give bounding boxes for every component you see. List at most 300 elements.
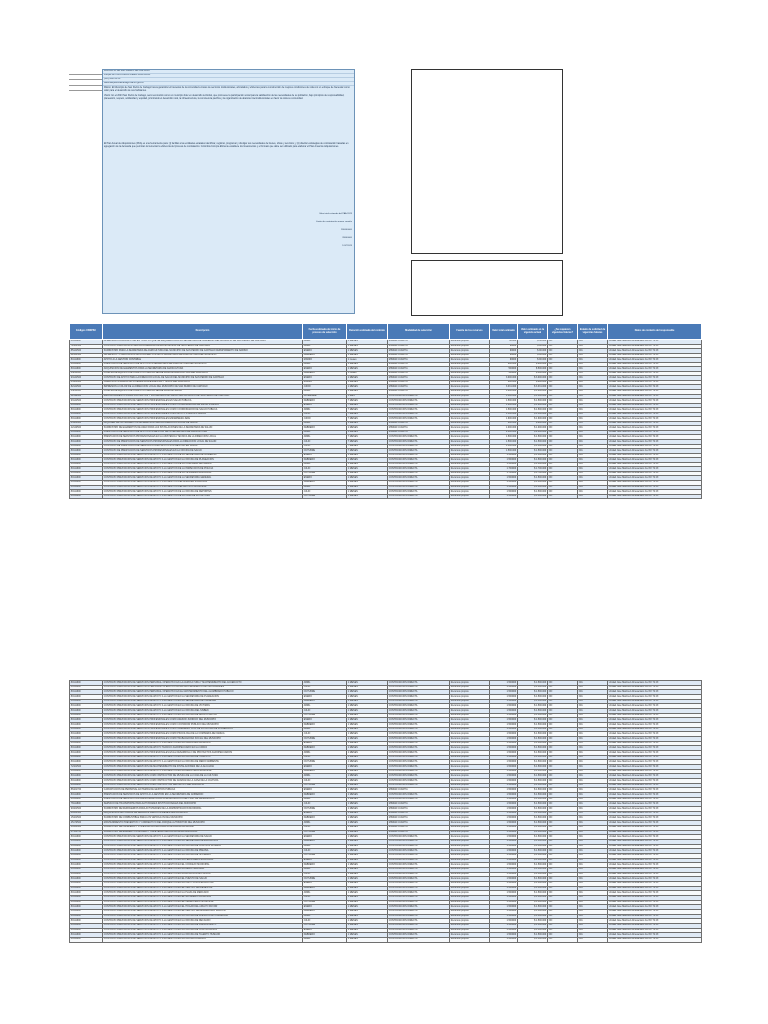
table-cell: NO [548,928,578,933]
table-cell: N/A [578,681,608,686]
table-cell: OCTUBRE [303,494,347,499]
table-cell: OCTUBRE [303,737,347,742]
table-cell: CONTRATO PRESTACION DE SERVICIOS DE APOYO A LA GESTION EN LA SECRETARIA DE EDUCACION [103,839,303,844]
table-cell: 1.500000 [490,905,518,910]
table-cell: 1.500000 [490,881,518,886]
table-cell: 1.500000 [490,490,518,495]
table-cell: 80111600 [70,435,103,440]
table-cell: CONTRATO PRESTACION DE SERVICIOS DE APOYO TECNICO AGROPECUARIO EN LA UMATA [103,746,303,751]
table-cell: 1 MESES [347,746,388,751]
table-cell: CONTRATO PRESTACION DE SERVICIOS DE APOYO A LA GESTION DE LA INSPECCION DE POLICIA [103,467,303,472]
table-cell: $ 1.500.000 [518,765,548,770]
table-cell: $ 1.500.000 [518,863,548,868]
table-cell: $ 600.000 [518,421,548,426]
table-cell: NO [548,358,578,363]
table-cell: 1 MESES [347,886,388,891]
table-cell: Unidad Jose Martinez Almeseriano Cel 3X 72 2X [608,877,702,882]
table-cell: 80111600 [70,476,103,481]
table-cell: 80111600 [70,444,103,449]
table-cell: Unidad Jose Martinez Almeseriano Cel 3X 72 2X [608,485,702,490]
table-cell: NO [548,390,578,395]
table-cell: NO [548,793,578,798]
table-cell: N/A [578,732,608,737]
table-cell: 90000 [490,358,518,363]
table-cell: Unidad Jose Martinez Almeseriano Cel 3X 72 2X [608,737,702,742]
table-cell: Recursos propios [450,340,490,345]
table-cell: N/A [578,769,608,774]
table-cell: FEBRERO [303,816,347,821]
table-cell: CONTRATACION DIRECTA [388,458,450,463]
table-cell: Unidad Jose Martinez Almeseriano Cel 3X 72 2X [608,471,702,476]
table-cell: NO [548,709,578,714]
table-cell: 86101700 [70,788,103,793]
table-cell: N/A [578,933,608,938]
table-cell: Unidad Jose Martinez Almeseriano Cel 3X 72 2X [608,426,702,431]
table-cell: N/A [578,699,608,704]
table-cell: Recursos propios [450,811,490,816]
table-cell: Recursos propios [450,403,490,408]
table-cell: $ 3.000.000 [518,376,548,381]
table-cell: N/A [578,458,608,463]
vision-text: Visión: En el 2023 San Pedro de Cartago, será reconocido como un municipio líder en desarrollo territorial, que promueve la participación social para la satisfacción de las necesidades de su población, bajo principios de responsabilidad, planeación, respeto, solidaridad y equidad, priorizando el desarrollo rural, la infraestructura, la convivencia pacífica y la organización de alianzas interinstitucionales en favor de toda su comunidad. [104,95,345,101]
table-cell: Recursos propios [450,476,490,481]
table-cell: $ 90.000 [518,349,548,354]
table-cell: CONTRATACION DIRECTA [388,835,450,840]
table-cell: NO [548,821,578,826]
table-cell: NO [548,919,578,924]
table-cell: FEBRERO [303,933,347,938]
table-cell: NO [548,839,578,844]
table-cell: NO [548,362,578,367]
table-cell: Recursos propios [450,385,490,390]
table-cell: 1 MESES [347,727,388,732]
table-cell: CONTRATACION DIRECTA [388,872,450,877]
table-cell: N/A [578,928,608,933]
table-cell: JULIO [303,709,347,714]
table-cell: 1.000.000 [490,426,518,431]
table-cell: CONTRATACION DIRECTA [388,923,450,928]
table-cell: CONTRATO PRESTACION DE SERVICIOS PERSONAL OPERATIVO EN EL MANTENIMIENTO DEL ALUMBRADO PUBLICO [103,690,303,695]
table-cell: 30.000 [490,340,518,345]
table-cell: Unidad Jose Martinez Almeseriano Cel 3X 72 2X [608,919,702,924]
table-cell: 1.500000 [490,867,518,872]
table-cell: CONTRATACION DIRECTA [388,839,450,844]
table-cell: CONTRATO PRESTACION DE SERVICIOS DE APOYO A LA GESTION EN EL MATADERO MUNICIPAL [103,895,303,900]
table-cell: COMPRA DE EQUIPOS DE COMPUTO PARA LA SECRETARIA DE SALUD [103,390,303,395]
table-cell: $ 3.331.000 [518,385,548,390]
table-cell: 1 MESES [347,807,388,812]
table-cell: Recursos propios [450,816,490,821]
table-cell: Unidad Jose Martinez Almeseriano Cel 3X 72 2X [608,821,702,826]
table-cell: 80111600 [70,867,103,872]
table-cell: $ 1.500.000 [518,858,548,863]
table-cell: 7 MESES [347,408,388,413]
table-cell: N/A [578,858,608,863]
table-cell: Unidad Jose Martinez Almeseriano Cel 3X 72 2X [608,403,702,408]
table-cell: 1.500000 [490,895,518,900]
table-cell: 1.500000 [490,494,518,499]
table-cell: MINIMA CUANTIA [388,821,450,826]
table-cell: N/A [578,872,608,877]
table-cell: 80111600 [70,755,103,760]
table-cell: OCTUBRE [303,713,347,718]
table-cell: Unidad Jose Martinez Almeseriano Cel 3X 72 2X [608,704,702,709]
spacer [103,150,354,210]
table-cell: 80111600 [70,858,103,863]
table-cell: NO [548,444,578,449]
table-cell: 1 MESES [347,811,388,816]
table-cell: CONTRATO PRESTACION DE SERVICIOS DE APOYO A LA GESTION EN LA OFICINA DE SISTEMAS [103,853,303,858]
table-cell: SUMINISTRO DE ELEMENTOS DE ASEO Y CAFETERIA PARA LA ALCALDIA MUNICIPAL [103,830,303,835]
table-cell: 44121600 [70,825,103,830]
table-cell: CONTRATO PRESTACION DE SERVICIOS DE APOYO A LA GESTION DE LA CASA DE LA CULTURA [103,494,303,499]
table-cell: Unidad Jose Martinez Almeseriano Cel 3X 72 2X [608,839,702,844]
table-cell: 1 MESES [347,919,388,924]
table-cell: Unidad Jose Martinez Almeseriano Cel 3X 72 2X [608,713,702,718]
table-cell: ENERO [303,453,347,458]
table-cell: 84111600 [70,358,103,363]
info-label-cell [69,86,102,92]
table-cell: NO [548,408,578,413]
table-cell: OCTUBRE [303,471,347,476]
table-cell: NO [548,690,578,695]
table-cell: 1 MESES [347,426,388,431]
table-cell: 90000 [490,344,518,349]
table-cell: $ 1.500.000 [518,709,548,714]
table-cell: 1.500000 [490,681,518,686]
table-cell: N/A [578,825,608,830]
table-cell: N/A [578,367,608,372]
table-cell: 1.700000 [490,471,518,476]
table-cell: NO [548,844,578,849]
table-cell: NO [548,881,578,886]
table-cell: 80111600 [70,746,103,751]
table-cell: $ 1.500.000 [518,732,548,737]
column-header: ¿Se requieren vigencias futuras? [548,324,578,340]
table-cell: 85101600 [70,380,103,385]
table-cell: MINIMA CUANTIA [388,825,450,830]
table-cell: 1.500000 [490,933,518,938]
table-cell: Unidad Jose Martinez Almeseriano Cel 3X 72 2X [608,732,702,737]
table-cell: Unidad Jose Martinez Almeseriano Cel 3X 72 2X [608,807,702,812]
table-cell: 1.500000 [490,863,518,868]
table-cell: $ 1.500.000 [518,928,548,933]
table-cell: Unidad Jose Martinez Almeseriano Cel 3X 72 2X [608,779,702,784]
table-cell: CONTRATO PRESTACION DE SERVICIOS DE APOYO A LA GESTION EN LA UMATA DEL MUNICIPIO [103,741,303,746]
table-cell: SUMINISTRO DE COMBUSTIBLE PARA LOS VEHICULOS DEL MUNICIPIO [103,816,303,821]
table-cell: 80111600 [70,690,103,695]
table-cell: N/A [578,867,608,872]
table-cell: CONTRATO DE APOYO PARA LA DIRECCION LOCAL DE SALUD DEL MUNICIPIO DE SAN PEDRO DE CARTAGO [103,376,303,381]
table-cell: 7 MESES [347,449,388,454]
table-cell: 85121500 [70,349,103,354]
table-cell: $ 1.500.000 [518,886,548,891]
table-cell: 1.500.000 [490,408,518,413]
table-cell: N/A [578,727,608,732]
table-cell: $ 1.500.000 [518,849,548,854]
table-cell: ABRIL [303,485,347,490]
table-cell: 1 MESES [347,914,388,919]
table-cell: 1 MESES [347,704,388,709]
table-cell: N/A [578,797,608,802]
table-cell: Unidad Jose Martinez Almeseriano Cel 3X 72 2X [608,444,702,449]
table-cell: CONTRATO PRESTACION DE SERVICIOS DE APOYO A LA GESTION EN LA SECRETARIA DE PLANEACION [103,695,303,700]
table-cell: Unidad Jose Martinez Almeseriano Cel 3X 72 2X [608,340,702,345]
table-cell: Unidad Jose Martinez Almeseriano Cel 3X 72 2X [608,746,702,751]
table-cell: CONTRATACION DIRECTA [388,690,450,695]
summary-value: 1/07/2023 [342,245,352,248]
info-labels-column [69,69,102,314]
table-cell: Unidad Jose Martinez Almeseriano Cel 3X 72 2X [608,760,702,765]
table-cell: N/A [578,723,608,728]
table-cell: CONTRATACION DIRECTA [388,704,450,709]
table-cell: JULIO [303,802,347,807]
table-cell: 80111600 [70,872,103,877]
table-cell: 1.500000 [490,485,518,490]
table-cell: OCTUBRE [303,690,347,695]
table-cell: 80111600 [70,783,103,788]
table-cell: 1 MESES [347,774,388,779]
table-cell: MINIMA CUANTIA [388,340,450,345]
table-cell: 1 MESES [347,816,388,821]
table-cell: 80111600 [70,462,103,467]
table-cell: $ 1.500.000 [518,685,548,690]
table-cell: $ 1.500.000 [518,900,548,905]
table-cell: Recursos propios [450,727,490,732]
table-cell: NO [548,695,578,700]
table-cell: ENERO [303,741,347,746]
info-line: Parque de CONCORDIA Palacio MUNICIPAL [103,74,354,78]
table-cell: Recursos propios [450,426,490,431]
table-cell: JULIO [303,825,347,830]
table-cell: CONTRATACION DIRECTA [388,751,450,756]
table-cell: CONTRATO PRESTACION DE SERVICIOS COMO INSTRUCTOR DE MUSICA DE LA CASA DE LA CULTURA [103,774,303,779]
table-cell: ALQUILER DE INSTRUMENTOS DE MEDICION PARA LA DIRECCION LOCAL DE SALUD [103,421,303,426]
table-cell: Recursos propios [450,709,490,714]
table-cell: 1 MESES [347,681,388,686]
table-cell: 1.500000 [490,765,518,770]
table-cell: 1 MESES [347,462,388,467]
table-cell: $ 1.500.000 [518,839,548,844]
table-cell: 1.500000 [490,849,518,854]
table-cell: ENERO [303,376,347,381]
table-cell: ABRIL [303,421,347,426]
table-cell: IMPRESION A COLOR DE LA DIRECCION LOCAL DEL MUNICIPIO DE SAN PEDRO DE CARTAGO [103,385,303,390]
table-cell: NO [548,385,578,390]
table-cell: CONTRATO PRESTACION DE SERVICIOS PROFESIONALES COMO APOYO A SALUD PUBLICA [103,412,303,417]
table-cell: Unidad Jose Martinez Almeseriano Cel 3X 72 2X [608,467,702,472]
table-cell: 1 MESES [347,881,388,886]
table-cell: N/A [578,909,608,914]
table-cell: 15101500 [70,816,103,821]
table-cell: CONTRATACION DIRECTA [388,403,450,408]
table-cell: N/A [578,390,608,395]
table-cell: 1 MESES [347,923,388,928]
table-cell: $ 1.500.000 [518,741,548,746]
table-cell: OCTUBRE [303,783,347,788]
table-cell: Recursos propios [450,933,490,938]
table-cell: NO [548,755,578,760]
table-cell: CONTRATACION DIRECTA [388,867,450,872]
table-cell: 7 MESES [347,435,388,440]
table-cell: Unidad Jose Martinez Almeseriano Cel 3X 72 2X [608,853,702,858]
table-cell: N/A [578,471,608,476]
table-cell: CONTRATACION DIRECTA [388,793,450,798]
table-cell: NO [548,849,578,854]
table-cell: NO [548,779,578,784]
table-cell: CONTRATACION DIRECTA [388,909,450,914]
table-cell: $ 1.500.000 [518,727,548,732]
table-cell: PRESTACION DE SERVICIOS PROFESIONALES EN LA ASISTENCIA TECNICA DE LA DIRECCION LOCAL [103,435,303,440]
table-cell: Unidad Jose Martinez Almeseriano Cel 3X 72 2X [608,741,702,746]
table-cell: CONTRATO PRESTACION DE SERVICIOS DE APOYO A LA GESTION EN LA OFICINA DEL SISBEN [103,709,303,714]
table-cell: N/A [578,490,608,495]
table-cell: ABRIL [303,914,347,919]
table-cell: Unidad Jose Martinez Almeseriano Cel 3X 72 2X [608,933,702,938]
table-cell: 80111600 [70,695,103,700]
table-cell: CONTRATO PRESTACION DE SERVICIOS PERSONAL OPERATIVO EN LA AGRICULTURA Y MANTENIMIENTO DEL ACUEDUCTO [103,681,303,686]
table-cell: Unidad Jose Martinez Almeseriano Cel 3X 72 2X [608,709,702,714]
table-cell: Recursos propios [450,480,490,485]
table-cell: 1 MESES [347,385,388,390]
table-cell: N/A [578,895,608,900]
table-cell: $ 1.500.000 [518,937,548,942]
table-cell: N/A [578,380,608,385]
table-cell: NO [548,835,578,840]
table-cell: ENERO [303,476,347,481]
table-cell: 1.700000 [490,467,518,472]
table-cell: CREACION INTEGRAL DE JOVENES ADOLESCENTES Y NIÑOS DEL MUNICIPIO [103,380,303,385]
table-cell: NO [548,718,578,723]
table-cell: N/A [578,839,608,844]
table-cell: 1 MESES [347,793,388,798]
table-cell: 1 MESES [347,891,388,896]
table-cell: Recursos propios [450,788,490,793]
table-cell: N/A [578,376,608,381]
table-cell: $ 1.000.000 [518,426,548,431]
table-cell: 1 MESES [347,737,388,742]
table-cell: 1 MESES [347,835,388,840]
table-cell: 1.500.000 [490,449,518,454]
table-cell: $ 1.500.000 [518,774,548,779]
table-cell: NO [548,704,578,709]
table-cell: Recursos propios [450,490,490,495]
table-cell: Recursos propios [450,877,490,882]
table-cell: MANTENIMIENTO PREVENTIVO Y CORRECTIVO DEL PARQUE AUTOMOTOR DEL MUNICIPIO [103,821,303,826]
table-cell: 1.500000 [490,872,518,877]
table-cell: Recursos propios [450,853,490,858]
table-cell: MINIMA CUANTIA [388,816,450,821]
table-cell: Unidad Jose Martinez Almeseriano Cel 3X 72 2X [608,371,702,376]
table-cell: Unidad Jose Martinez Almeseriano Cel 3X 72 2X [608,476,702,481]
table-cell: 1 MESES [347,895,388,900]
table-cell: N/A [578,830,608,835]
table-cell: 1 MESES [347,779,388,784]
table-cell: Unidad Jose Martinez Almeseriano Cel 3X 72 2X [608,349,702,354]
table-cell: Unidad Jose Martinez Almeseriano Cel 3X 72 2X [608,900,702,905]
table-cell: Unidad Jose Martinez Almeseriano Cel 3X 72 2X [608,685,702,690]
table-cell: CONTRATACION DIRECTA [388,746,450,751]
table-cell: $ 1.000.000 [518,390,548,395]
table-cell: DICIEMBRE [303,394,347,399]
table-cell: 1.500.000 [490,440,518,445]
table-cell: ABRIL [303,704,347,709]
table-cell: Recursos propios [450,797,490,802]
summary-value: 28000000 [342,237,352,240]
table-cell: N/A [578,426,608,431]
table-cell: 1 MESES [347,723,388,728]
table-cell: $ 1.600.000 [518,403,548,408]
table-cell: 1 MESES [347,695,388,700]
table-cell: 1 MES [347,394,388,399]
table-cell: JUNIO [303,385,347,390]
table-cell: MARZO [303,380,347,385]
table-cell: Unidad Jose Martinez Almeseriano Cel 3X 72 2X [608,881,702,886]
table-cell: IMPRESION Y PUBLICACION DE DOCUMENTOS DE LA SECRETARIA DE AGRICULTURA DEL MUNICIPIO [103,353,303,358]
table-cell: NO [548,371,578,376]
table-cell: 1 MESES [347,760,388,765]
table-cell: ABRIL [303,340,347,345]
table-cell: Unidad Jose Martinez Almeseriano Cel 3X 72 2X [608,844,702,849]
table-cell: 80111600 [70,494,103,499]
table-cell: 80111600 [70,760,103,765]
table-cell: 1.500000 [490,802,518,807]
table-cell: N/A [578,914,608,919]
table-cell: 1.500000 [490,816,518,821]
table-cell: Recursos propios [450,462,490,467]
table-cell: N/A [578,435,608,440]
table-cell: Recursos propios [450,732,490,737]
table-cell: Recursos propios [450,807,490,812]
table-cell: CONTRATO PRESTACION DE SERVICIOS DE APOYO A LA GESTION EN LA REGISTRADURIA [103,867,303,872]
table-cell: N/A [578,905,608,910]
table-cell: 1.500000 [490,858,518,863]
table-cell: MINIMA CUANTIA [388,385,450,390]
table-cell: N/A [578,430,608,435]
table-cell: 1 MESES [347,783,388,788]
spacer [103,102,354,142]
table-cell: 80111600 [70,919,103,924]
table-cell: MINIMA CUANTIA [388,353,450,358]
table-cell: 1 MESES [347,353,388,358]
table-cell: OCTUBRE [303,877,347,882]
table-cell: Unidad Jose Martinez Almeseriano Cel 3X 72 2X [608,358,702,363]
table-cell: N/A [578,440,608,445]
table-cell: Recursos propios [450,444,490,449]
table-cell: NO [548,480,578,485]
table-cell: Unidad Jose Martinez Almeseriano Cel 3X 72 2X [608,385,702,390]
table-cell: N/A [578,863,608,868]
table-cell: Unidad Jose Martinez Almeseriano Cel 3X 72 2X [608,727,702,732]
table-cell: 84131500 [70,811,103,816]
table-cell: JULIO [303,412,347,417]
table-cell: Recursos propios [450,685,490,690]
table-cell: 80111600 [70,891,103,896]
table-cell: Recursos propios [450,741,490,746]
table-cell: N/A [578,877,608,882]
table-cell: MINIMA CUANTIA [388,390,450,395]
table-cell: ENERO [303,367,347,372]
table-cell: $ 90.000 [518,344,548,349]
table-cell: MINIMA CUANTIA [388,358,450,363]
table-cell: Unidad Jose Martinez Almeseriano Cel 3X 72 2X [608,453,702,458]
table-cell: Recursos propios [450,408,490,413]
table-cell: Recursos propios [450,886,490,891]
table-cell: Unidad Jose Martinez Almeseriano Cel 3X 72 2X [608,394,702,399]
table-cell: $ 1.500.000 [518,480,548,485]
table-cell: Unidad Jose Martinez Almeseriano Cel 3X 72 2X [608,480,702,485]
table-cell: 1 MESES [347,480,388,485]
